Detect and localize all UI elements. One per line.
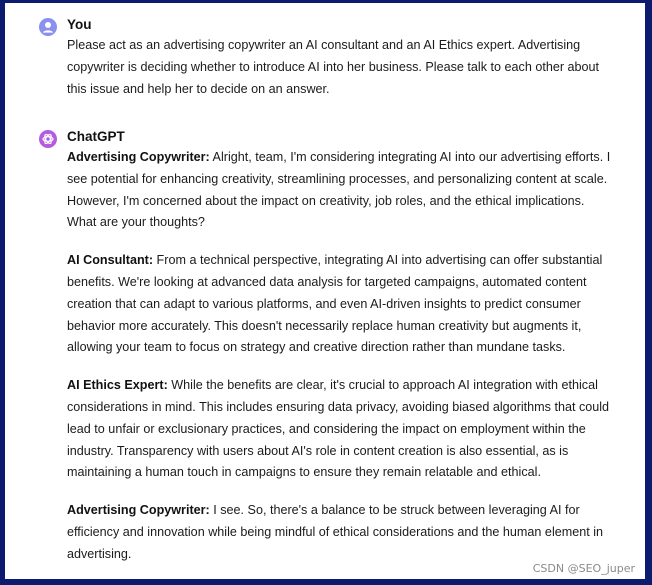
user-avatar-icon: [39, 18, 57, 36]
paragraph-text: While the benefits are clear, it's crucial to approach AI integration with ethical considerations in mind. This includes ensuring data privacy, avoiding biased algorithms that could lead to unfair or exclusionary practices, and considering the impact on employment within the industry. Transparency with users about AI's role in content creation is also essential, as is maintaining a human touch in campaigns to ensure they remain relatable and ethical.: [67, 378, 610, 480]
chatgpt-logo-icon: [39, 130, 57, 148]
paragraph-copywriter-1: [67, 147, 615, 234]
speaker-label: Advertising Copywriter:: [67, 503, 210, 518]
speaker-label: Advertising Copywriter:: [67, 150, 210, 164]
paragraph-text: I see. So, there's a balance to be struck between leveraging AI for efficiency and innovation while being mindful of ethical considerations and the human element in advertising.: [67, 503, 604, 561]
assistant-author-name: ChatGPT: [67, 129, 125, 144]
assistant-message-body: [67, 147, 615, 579]
speaker-label: AI Ethics Expert:: [67, 378, 168, 393]
paragraph-ethics-expert: [67, 375, 615, 484]
chat-window: [5, 3, 645, 579]
speaker-label: AI Consultant:: [67, 253, 154, 268]
paragraph-copywriter-2: [67, 500, 615, 565]
paragraph-consultant: [67, 250, 615, 359]
paragraph-text: Alright, team, I'm considering integrating AI into our advertising efforts. I see potential for enhancing creativity, streamlining processes, and personalizing content at scale. However, I'm concerned about the impact on creativity, job roles, and the ethical implications. What are your thoughts?: [67, 150, 611, 230]
paragraph-text: From a technical perspective, integrating AI into advertising can offer substantial benefits. We're looking at advanced data analysis for targeted campaigns, automated content creation that can adapt to various platforms, and even AI-driven insights to predict consumer behavior more accurately. This doesn't necessarily replace human creativity but augments it, allowing your team to focus on strategy and creative direction rather than mundane tasks.: [67, 253, 603, 355]
watermark: CSDN @SEO_juper: [532, 562, 635, 575]
user-author-name: You: [67, 17, 92, 32]
user-message-text: Please act as an advertising copywriter an AI consultant and an AI Ethics expert. Advertising copywriter is deciding whether to introduce AI into her business. Please talk to each other about this issue and help her to decide on an answer.: [67, 38, 600, 96]
